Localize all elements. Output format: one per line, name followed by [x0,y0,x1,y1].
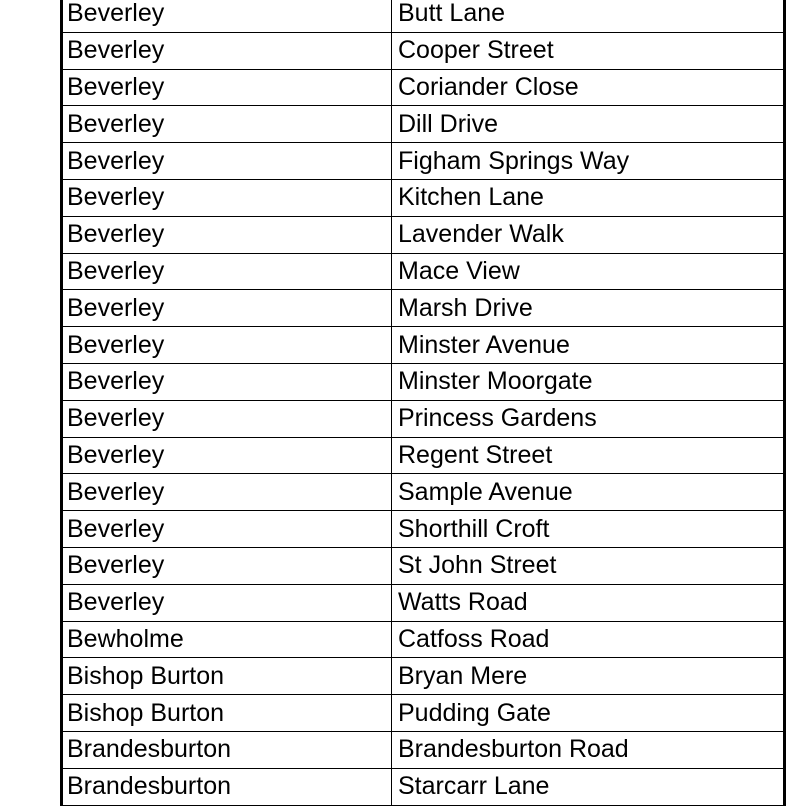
table-row [63,474,783,511]
street-cell: Kitchen Lane [398,183,544,212]
table-row [63,622,783,659]
table-row [63,217,783,254]
table-row [63,143,783,180]
town-cell: Beverley [63,548,392,584]
town-cell: Beverley [63,33,392,69]
table-row [63,106,783,143]
town-cell: Beverley [63,217,392,253]
table-row [63,70,783,107]
town-cell: Beverley [63,511,392,547]
town-cell: Brandesburton [63,732,392,768]
table-row [63,511,783,548]
table-row [63,180,783,217]
street-cell: Watts Road [398,588,528,617]
street-cell: Princess Gardens [398,404,597,433]
table-row [63,327,783,364]
street-cell: Marsh Drive [398,293,533,322]
town-cell: Beverley [63,364,392,400]
town-cell: Beverley [63,585,392,621]
town-cell: Beverley [63,327,392,363]
table-row [63,769,783,806]
street-cell: Brandesburton Road [398,735,629,764]
street-cell: Lavender Walk [398,220,564,249]
table-row [63,548,783,585]
town-cell: Beverley [63,0,392,32]
street-cell: Regent Street [398,440,553,469]
town-cell: Bishop Burton [63,658,392,694]
street-cell: Coriander Close [398,72,579,101]
town-cell: Beverley [63,401,392,437]
table-row [63,0,783,33]
street-cell: St John Street [398,551,557,580]
town-cell: Beverley [63,438,392,474]
table-row [63,401,783,438]
town-cell: Beverley [63,70,392,106]
town-cell: Beverley [63,143,392,179]
town-cell: Bewholme [63,622,392,658]
street-cell: Dill Drive [398,109,498,138]
town-cell: Beverley [63,290,392,326]
street-cell: Bryan Mere [398,661,528,690]
town-cell: Bishop Burton [63,695,392,731]
street-cell: Minster Avenue [398,330,570,359]
street-cell: Cooper Street [398,36,554,65]
street-cell: Mace View [398,256,520,285]
street-cell: Pudding Gate [398,698,551,727]
table-row [63,658,783,695]
table-row [63,364,783,401]
table-row [63,254,783,291]
table-row [63,585,783,622]
street-cell: Starcarr Lane [398,772,550,801]
town-cell: Beverley [63,254,392,290]
street-cell: Minster Moorgate [398,367,593,396]
table-row [63,732,783,769]
table-row [63,290,783,327]
street-cell: Sample Avenue [398,477,573,506]
street-cell: Catfoss Road [398,624,550,653]
street-cell: Figham Springs Way [398,146,630,175]
town-cell: Beverley [63,474,392,510]
street-cell: Butt Lane [398,0,506,28]
street-cell: Shorthill Croft [398,514,550,543]
table-row [63,438,783,475]
table-row [63,695,783,732]
table-row [63,33,783,70]
town-cell: Brandesburton [63,769,392,805]
town-cell: Beverley [63,106,392,142]
town-cell: Beverley [63,180,392,216]
street-list-table [60,0,786,806]
